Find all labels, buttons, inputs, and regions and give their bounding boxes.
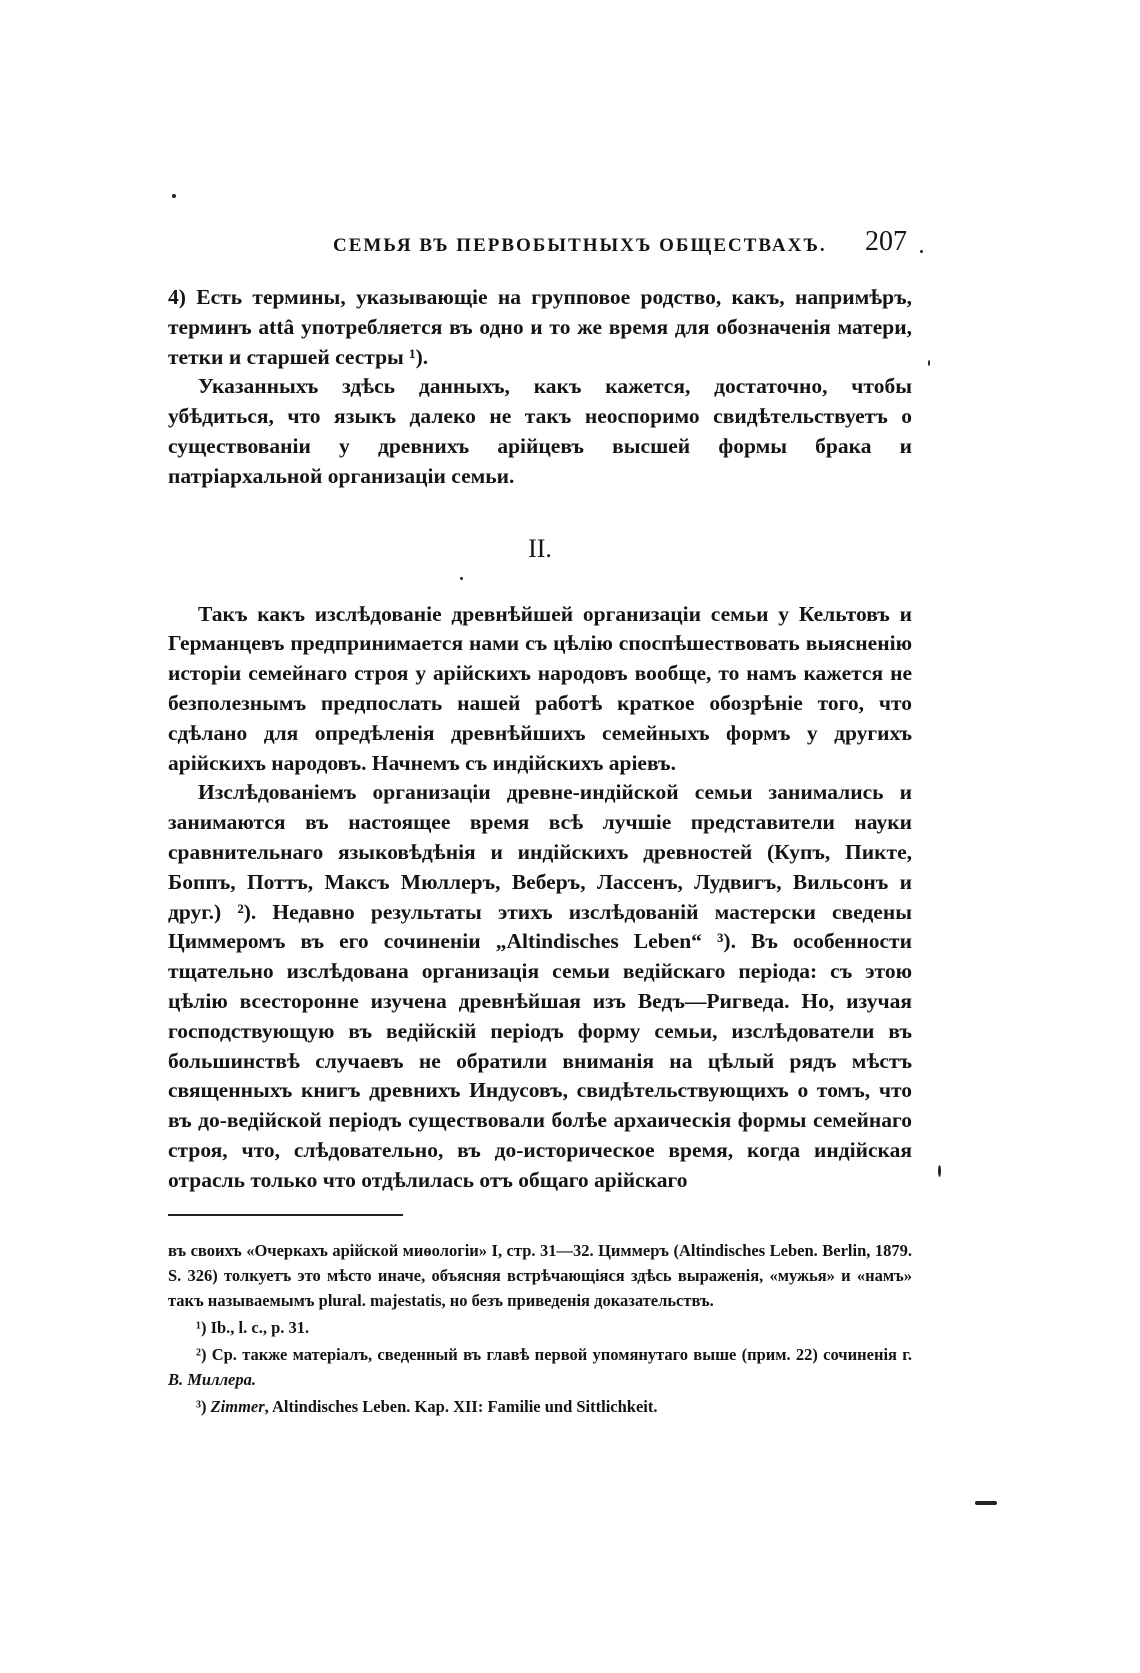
footnote-3-marker: ³) [196,1397,211,1416]
paragraph: Указанныхъ здѣсь данныхъ, какъ кажется, достаточно, чтобы убѣдиться, что языкъ далеко не такъ неоспоримо свидѣтельствуетъ о существованіи у древнихъ арійцевъ высшей формы брака и патріархальной организаціи семьи. [168,374,912,488]
paragraph: Изслѣдованіемъ организаціи древне-индійской семьи занимались и занимаются въ настоящее время всѣ лучшіе представители науки сравнительнаго языковѣдѣнія и индійскихъ древностей (Купъ, Пикте, Боппъ, Поттъ, Максъ Мюллеръ, Веберъ, Лассенъ, Лудвигъ, Вильсонъ и друг.) ²). Недавно результаты этихъ изслѣдованій мастерски сведены Циммеромъ въ его сочиненіи „Altindisches Leben“ ³). Въ особенности тщательно изслѣдована организація семьи ведійскаго періода: съ этою цѣлію всесторонне изучена древнѣйшая изъ Ведъ—Ригведа. Но, изучая господствующую въ ведійскій періодъ форму семьи, изслѣдователи въ большинствѣ случаевъ не обратили вниманія на цѣлый рядъ мѣстъ священныхъ книгъ древнихъ Индусовъ, свидѣтельствующихъ о томъ, что въ до-ведійской періодъ существовали болѣе архаическія формы семейнаго строя, что, слѣдовательно, въ до-историческое время, когда индійская отрасль только что отдѣлилась отъ общаго арійскаго [168,780,912,1192]
footnote-2-author: В. Миллера. [168,1370,256,1389]
scan-speck [938,1165,941,1177]
section-heading: II. [528,533,552,563]
footnotes [168,1238,912,1421]
scan-speck [172,194,176,198]
footnote-2-text: ²) Ср. также матеріалъ, сведенный въ главѣ первой упомянутаго выше (прим. 22) сочиненія г. [196,1345,912,1364]
running-title: СЕМЬЯ ВЪ ПЕРВОБЫТНЫХЪ ОБЩЕСТВАХЪ. [333,235,827,256]
footnote-3-text: , Altindisches Leben. Kap. XII: Familie und Sittlichkeit. [264,1397,658,1416]
page-number: 207 [865,226,907,257]
footnote-2 [168,1342,912,1392]
scan-mark [975,1501,997,1505]
scan-speck [928,360,930,366]
main-text [168,283,912,1196]
paragraph: Такъ какъ изслѣдованіе древнѣйшей организаціи семьи у Кельтовъ и Германцевъ предпринимается нами съ цѣлію споспѣшествовать выясненію исторіи семейнаго строя у арійскихъ народовъ вообще, то намъ кажется не безполезнымъ предпослать нашей работѣ краткое обозрѣніе того, что сдѣлано для опредѣленія древнѣйшихъ семейныхъ формъ у другихъ арійскихъ народовъ. Начнемъ съ индійскихъ аріевъ. [168,601,912,775]
footnote-1: ¹) Ib., l. c., p. 31. [196,1318,310,1337]
footnote-3-author: Zimmer [210,1397,265,1416]
footnote-divider [168,1214,403,1216]
footnote-continuation: въ своихъ «Очеркахъ арійской миѳологіи» I, стр. 31—32. Циммеръ (Altindisches Leben. Berlin, 1879. S. 326) толкуетъ это мѣсто иначе, объясняя встрѣчающіяся здѣсь выраженія, «мужья» и «намъ» такъ называемымъ plural. majestatis, но безъ приведенія доказательствъ. [168,1241,912,1310]
page-header [165,226,915,266]
footnote-3 [168,1394,912,1419]
scan-speck [460,577,463,580]
paragraph: 4) Есть термины, указывающіе на групповое родство, какъ, напримѣръ, терминъ attâ употребляется въ одно и то же время для обозначенія матери, тетки и старшей сестры ¹). [168,285,912,369]
scan-speck [920,250,923,253]
